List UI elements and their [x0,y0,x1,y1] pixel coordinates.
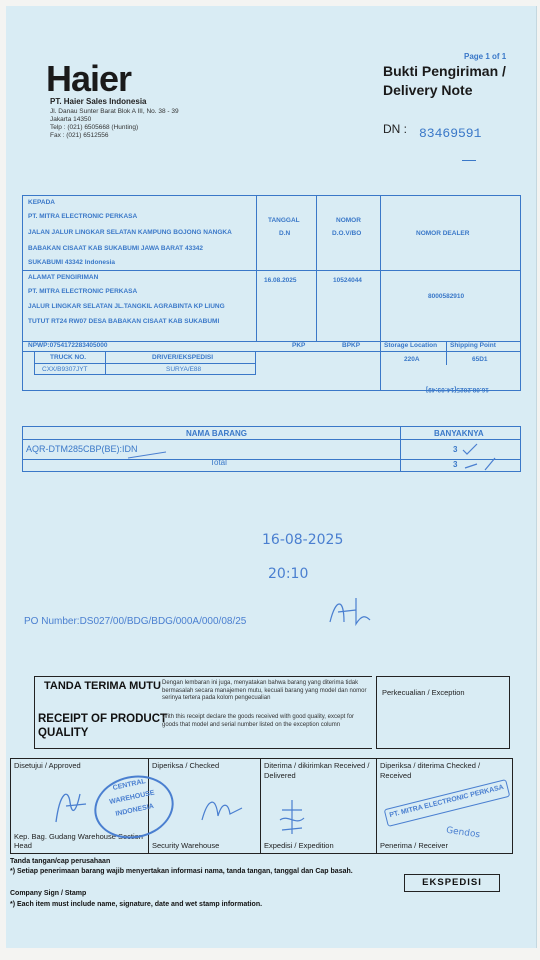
handwritten-initials [326,594,376,630]
received-by: Penerima / Receiver [380,841,448,850]
stamp-text-3: INDONESIA [114,802,155,818]
do-number: 10524044 [333,277,362,284]
dn-label: DN : [383,122,407,136]
shipping-name: PT. MITRA ELECTRONIC PERKASA [28,288,138,295]
divider [316,195,317,341]
driver-label: DRIVER/EKSPEDISI [152,354,214,361]
footer-note-id: *) Setiap penerimaan barang wajib menyertakan informasi nama, tanda tangan, tanggal dan Cap basah. [10,868,353,875]
col-quantity: BANYAKNYA [434,429,484,438]
exception-label: Perkecualian / Exception [382,688,465,697]
checker-signature [198,792,246,826]
mark-line [462,160,476,161]
divider [376,758,377,854]
col-nomor: NOMOR [336,217,361,224]
company-address-2: Jakarta 14350 [50,116,92,123]
handwritten-time: 20:10 [268,566,309,582]
approved-by: Kep. Bag. Gudang Warehouse Section Head [14,832,143,850]
dealer-number: 8000582910 [428,293,465,300]
shipping-address-2: TUTUT RT24 RW07 DESA BABAKAN CISAAT KAB SUKABUMI [28,318,220,325]
bpkp-label: BPKP [342,342,361,349]
divider [22,459,521,460]
title-english: Delivery Note [383,82,473,98]
document-title [383,62,506,100]
npwp: NPWP:0754172283405000 [28,342,108,349]
company-fax: Fax : (021) 6512556 [50,132,109,139]
page-number: Page 1 of 1 [464,52,507,61]
recipient-address-3: SUKABUMI 43342 Indonesia [28,259,116,266]
company-name: PT. Haier Sales Indonesia [50,97,147,106]
kepada-label: KEPADA [28,199,55,206]
expedition-signature [274,796,310,838]
divider [376,676,377,749]
col-tanggal: TANGGAL [268,217,300,224]
delivery-note-sheet [6,6,537,948]
company-phone: Telp : (021) 6505668 (Hunting) [50,124,139,131]
divider [380,195,381,391]
receiver-handwritten-name: Gendos [445,825,481,841]
handwritten-date: 16-08-2025 [262,532,344,548]
driver-name: SURYA/E88 [166,366,202,373]
col-tanggal-sub: D.N [279,230,291,237]
title-indonesian: Bukti Pengiriman / [383,63,506,79]
divider [260,758,261,854]
total-quantity: 3 [453,460,458,469]
exception-box [376,676,510,749]
delivered-label: Diterima / dikirimkan Received / Delivered [264,761,370,780]
print-timestamp: 16.08.2025[14:03:49] [426,386,489,393]
divider [22,439,521,440]
dn-number: 83469591 [419,126,482,141]
item-name: AQR-DTM285CBP(BE):IDN [26,444,138,454]
check-mark [461,442,501,474]
divider [446,341,447,365]
shipping-address-1: JALUR LINGKAR SELATAN JL.TANGKIL AGRABINTA KP LIUNG [28,303,225,310]
delivered-by: Expedisi / Expedition [264,841,334,850]
recipient-name: PT. MITRA ELECTRONIC PERKASA [28,213,138,220]
tick-mark [126,446,196,462]
truck-number: CXX/B9307JYT [42,366,88,373]
truck-label: TRUCK NO. [50,354,87,361]
divider [400,426,401,472]
receipt-title-id: TANDA TERIMA MUTU [44,680,161,692]
receipt-text-en: With this receipt declare the goods received with good quality, except for goods that model and serial number listed on the exception column [162,714,354,728]
approved-label: Disetujui / Approved [14,761,81,770]
shipping-point: 65D1 [472,356,488,363]
col-nomor-sub: D.O.V/BO [332,230,362,237]
stamp-text-1: CENTRAL [112,778,147,792]
received-label: Diperiksa / diterima Checked / Received [380,761,481,780]
shipping-label: ALAMAT PENGIRIMAN [28,274,99,281]
approver-signature [46,782,96,828]
col-item-name: NAMA BARANG [186,429,248,438]
pkp-label: PKP [292,342,306,349]
divider [256,195,257,341]
receipt-title-en [38,712,167,740]
checked-by: Security Warehouse [152,841,220,850]
storage-location: 220A [404,356,420,363]
storage-location-label: Storage Location [384,342,438,349]
receiver-stamp: PT. MITRA ELECTRONIC PERKASA [384,779,511,827]
receipt-title-en-1: RECEIPT OF PRODUCT [38,713,168,725]
receipt-text-id: Dengan lembaran ini juga, menyatakan bahwa barang yang diterima tidak bermasalah secara manajemen mutu, kecuali barang yang model dan nomor serinya tertera pada kolom pengecualian [162,680,367,701]
recipient-address-2: BABAKAN CISAAT KAB SUKABUMI JAWA BARAT 43342 [28,245,204,252]
po-number: PO Number:DS027/00/BDG/BDG/000A/000/08/25 [24,616,247,627]
footer-note-title-en: Company Sign / Stamp [10,890,87,897]
shipping-point-label: Shipping Point [450,342,496,349]
company-address-1: Jl. Danau Sunter Barat Blok A III, No. 38 - 39 [50,108,179,115]
recipient-address-1: JALAN JALUR LINGKAR SELATAN KAMPUNG BOJONG NANGKA [28,229,232,236]
haier-logo: Haier [46,58,132,99]
footer-note-title-id: Tanda tangan/cap perusahaan [10,858,111,865]
item-quantity: 3 [453,445,458,454]
receipt-title-en-2: QUALITY [38,727,89,739]
checked-label: Diperiksa / Checked [152,761,220,770]
col-dealer: NOMOR DEALER [416,230,470,237]
copy-label: EKSPEDISI [404,874,500,892]
footer-note-en: *) Each item must include name, signature, date and wet stamp information. [10,901,263,908]
total-label: Total [210,458,227,467]
divider [22,270,521,271]
delivery-date: 16.08.2025 [264,277,297,284]
stamp-text-2: WAREHOUSE [108,789,156,806]
